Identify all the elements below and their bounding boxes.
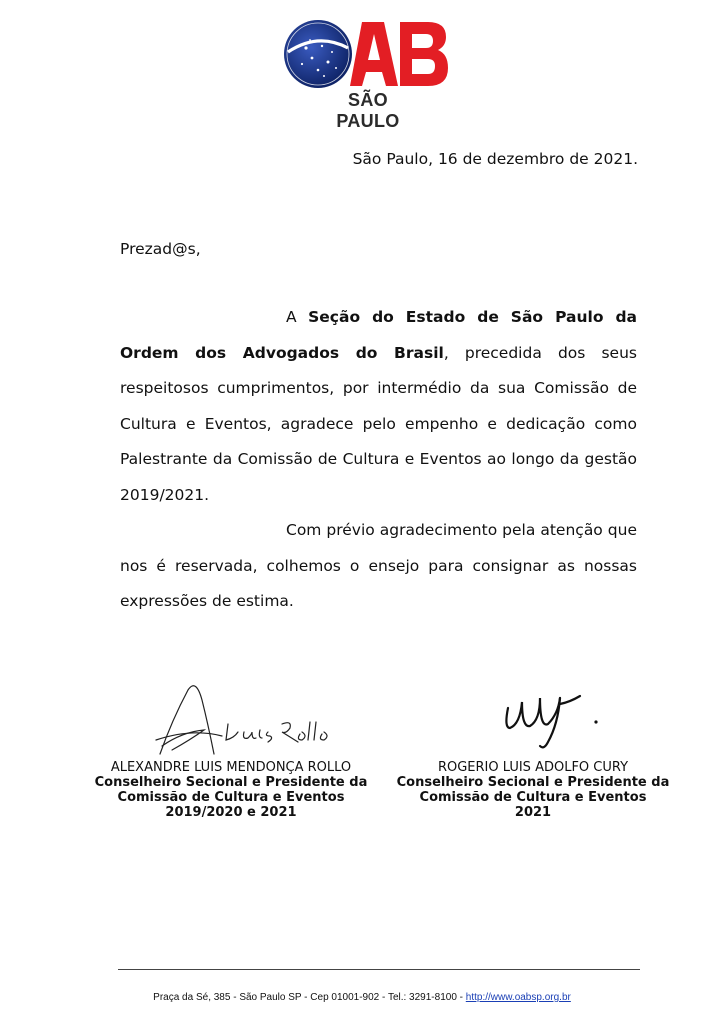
signature-block-right <box>392 760 674 820</box>
letter-date: São Paulo, 16 de dezembro de 2021. <box>352 150 638 168</box>
signature-block-left <box>90 760 372 820</box>
signer-name: ALEXANDRE LUIS MENDONÇA ROLLO <box>110 760 352 775</box>
footer-address: Praça da Sé, 385 - São Paulo SP - Cep 01001-902 - Tel.: 3291-8100 - <box>153 992 466 1003</box>
footer <box>0 992 724 1003</box>
signer-period: 2019/2020 e 2021 <box>165 805 297 820</box>
letter-body <box>120 300 637 620</box>
oab-logo-mark <box>282 18 452 90</box>
signer-role: Comissão de Cultura e Eventos <box>117 790 345 805</box>
p1-prefix: A <box>286 308 309 326</box>
logo-subtitle: SÃO PAULO <box>336 90 400 131</box>
footer-divider <box>118 969 640 970</box>
signature-cury <box>500 684 610 754</box>
signer-name: ROGERIO LUIS ADOLFO CURY <box>437 760 629 775</box>
paragraph-1 <box>120 300 637 513</box>
signer-role: Conselheiro Secional e Presidente da <box>94 775 368 790</box>
signer-role: Conselheiro Secional e Presidente da <box>396 775 670 790</box>
p1-rest: , precedida dos seus respeitosos cumprimentos, por intermédio da sua Comissão de Cultura e Eventos, agradece pelo empenho e dedicação como Palestrante da Comissão de Cultura e Eventos ao longo da gestão 2019/2021. <box>120 343 637 504</box>
signer-role: Comissão de Cultura e Eventos <box>419 790 647 805</box>
paragraph-2: Com prévio agradecimento pela atenção que nos é reservada, colhemos o ensejo para consignar as nossas expressões de estima. <box>120 521 637 610</box>
oab-logo <box>282 18 452 131</box>
footer-link[interactable]: http://www.oabsp.org.br <box>465 992 571 1003</box>
signature-rollo <box>152 680 342 760</box>
signer-period: 2021 <box>514 805 552 820</box>
letter-greeting: Prezad@s, <box>120 240 201 258</box>
p1-bold: Seção do Estado de São Paulo da Ordem dos Advogados do Brasil <box>120 308 638 362</box>
